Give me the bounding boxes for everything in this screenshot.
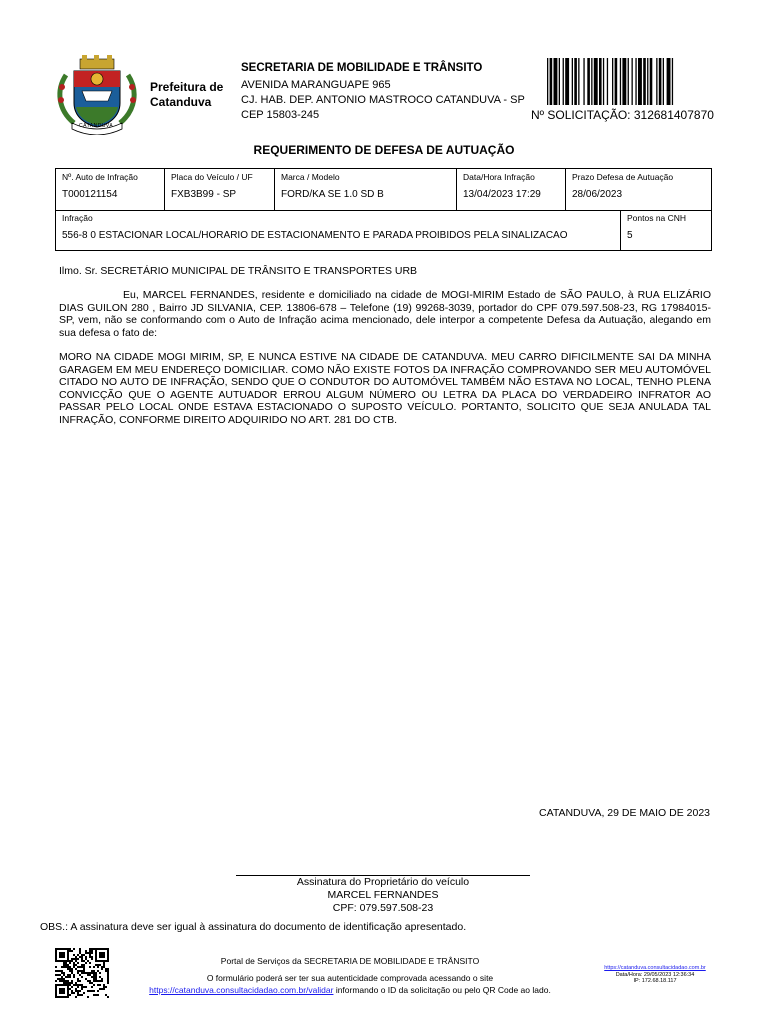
placa-cell — [165, 169, 275, 210]
cep-line: CEP 15803-245 — [241, 109, 320, 121]
data-label: Data/Hora Infração — [463, 172, 535, 182]
auto-label: Nº. Auto de Infração — [62, 172, 138, 182]
marca-label: Marca / Modelo — [281, 172, 340, 182]
crest-motto: CATANDUVA — [79, 123, 114, 129]
table-row — [56, 210, 711, 250]
footer-portal — [120, 955, 580, 997]
infracao-value: 556-8 0 ESTACIONAR LOCAL/HORARIO DE ESTACIONAMENTO E PARADA PROIBIDOS PELA SINALIZACAO — [62, 230, 568, 241]
table-row — [56, 169, 711, 211]
solicitacao-number: Nº SOLICITAÇÃO: 312681407870 — [531, 108, 714, 122]
meta-date: Data/Hora: 29/05/2023 12:36:34 — [615, 971, 695, 978]
signature-block — [236, 876, 530, 915]
barcode — [547, 58, 711, 105]
document-title: REQUERIMENTO DE DEFESA DE AUTUAÇÃO — [253, 143, 515, 157]
signer-cpf: CPF: 079.597.508-23 — [332, 902, 434, 914]
secretaria-info — [241, 61, 525, 123]
validation-link[interactable]: https://catanduva.consultacidadao.com.br/validar — [149, 985, 334, 995]
portal-note-1: O formulário poderá ser ter sua autenticidade comprovada acessando o site — [206, 972, 494, 983]
meta-ip: IP: 172.68.18.117 — [633, 978, 677, 984]
place-date: CATANDUVA, 29 DE MAIO DE 2023 — [539, 807, 710, 819]
prefeitura-line-1: Prefeitura de — [150, 80, 224, 94]
pontos-label: Pontos na CNH — [627, 213, 687, 223]
prefeitura-name — [150, 80, 223, 110]
meta-link[interactable]: https://catanduva.consultacidadao.com.br — [604, 965, 706, 971]
placa-value: FXB3B99 - SP — [171, 189, 237, 200]
signature-label: Assinatura do Proprietário do veículo — [296, 876, 470, 888]
defense-text: MORO NA CIDADE MOGI MIRIM, SP, E NUNCA ESTIVE NA CIDADE DE CATANDUVA. MEU CARRO DIFICILMENTE SAI DA MINHA GARAGEM EM MEU ENDEREÇO DOMICILIAR. COMO NÃO EXISTE FOTOS DA INFRAÇÃO COMPROVANDO SER MEU AUTOMÓVEL CITADO NO AUTO DE INFRAÇÃO, SENDO QUE O CONDUTOR DO AUTOMÓVEL TAMBÉM NÃO ESTAVA NO LOCAL, TENHO PLENA CONVICÇÃO QUE O AGENTE AUTUADOR ERROU ALGUM NÚMERO OU LETRA DA PLACA DO VERDADEIRO INFRATOR AO PASSAR PELO LOCAL ONDE ESTAVA ESTACIONADO O SUPOSTO VEÍCULO. PORTANTO, SOLICITO QUE SEJA ANULADA TAL INFRAÇÃO, CONFORME DIREITO ADQUIRIDO NO ART. 281 DO CTB. — [59, 351, 711, 426]
salutation: Ilmo. Sr. SECRETÁRIO MUNICIPAL DE TRÂNSITO E TRANSPORTES URB — [59, 265, 418, 277]
prazo-value: 28/06/2023 — [572, 189, 623, 200]
auto-cell — [56, 169, 165, 210]
prazo-cell — [566, 169, 711, 210]
address-line-1: AVENIDA MARANGUAPE 965 — [241, 79, 391, 91]
placa-label: Placa do Veículo / UF — [171, 172, 253, 182]
marca-value: FORD/KA SE 1.0 SD B — [281, 189, 384, 200]
obs-note: OBS.: A assinatura deve ser igual à assinatura do documento de identificação apresentado. — [40, 921, 467, 933]
pontos-cell — [621, 210, 711, 250]
portal-title: Portal de Serviços da SECRETARIA DE MOBILIDADE E TRÂNSITO — [220, 956, 480, 966]
address-line-2: CJ. HAB. DEP. ANTONIO MASTROCO CATANDUVA - SP — [241, 94, 525, 106]
marca-cell — [275, 169, 457, 210]
qr-code[interactable] — [55, 948, 109, 998]
prefeitura-line-2: Catanduva — [150, 95, 212, 109]
infracao-label: Infração — [62, 213, 93, 223]
infraction-table — [55, 168, 712, 251]
auto-value: T000121154 — [62, 189, 118, 200]
signer-name: MARCEL FERNANDES — [327, 889, 439, 901]
data-value: 13/04/2023 17:29 — [463, 189, 541, 200]
portal-note-2: informando o ID da solicitação ou pelo QR Code ao lado. — [333, 985, 551, 995]
data-cell — [457, 169, 566, 210]
portal-note-2-line — [120, 984, 580, 997]
infracao-cell — [56, 210, 621, 250]
prazo-label: Prazo Defesa de Autuação — [572, 172, 674, 182]
footer-meta — [575, 965, 735, 985]
request-body: Eu, MARCEL FERNANDES, residente e domiciliado na cidade de MOGI-MIRIM Estado de SÃO PAULO, à RUA ELIZÁRIO DIAS GUILON 280 , Bairro JD SILVANIA, CEP. 13806-678 – Telefone (19) 99268-3039, portador do CPF 079.597.508-23, RG 17984015-SP, vem, não se conformando com o Auto de Infração acima mencionado, dele interpor a competente Defesa da Autuação, alegando em sua defesa o fato de: — [59, 289, 711, 339]
pontos-value: 5 — [627, 230, 633, 241]
secretaria-title: SECRETARIA DE MOBILIDADE E TRÂNSITO — [241, 62, 483, 74]
